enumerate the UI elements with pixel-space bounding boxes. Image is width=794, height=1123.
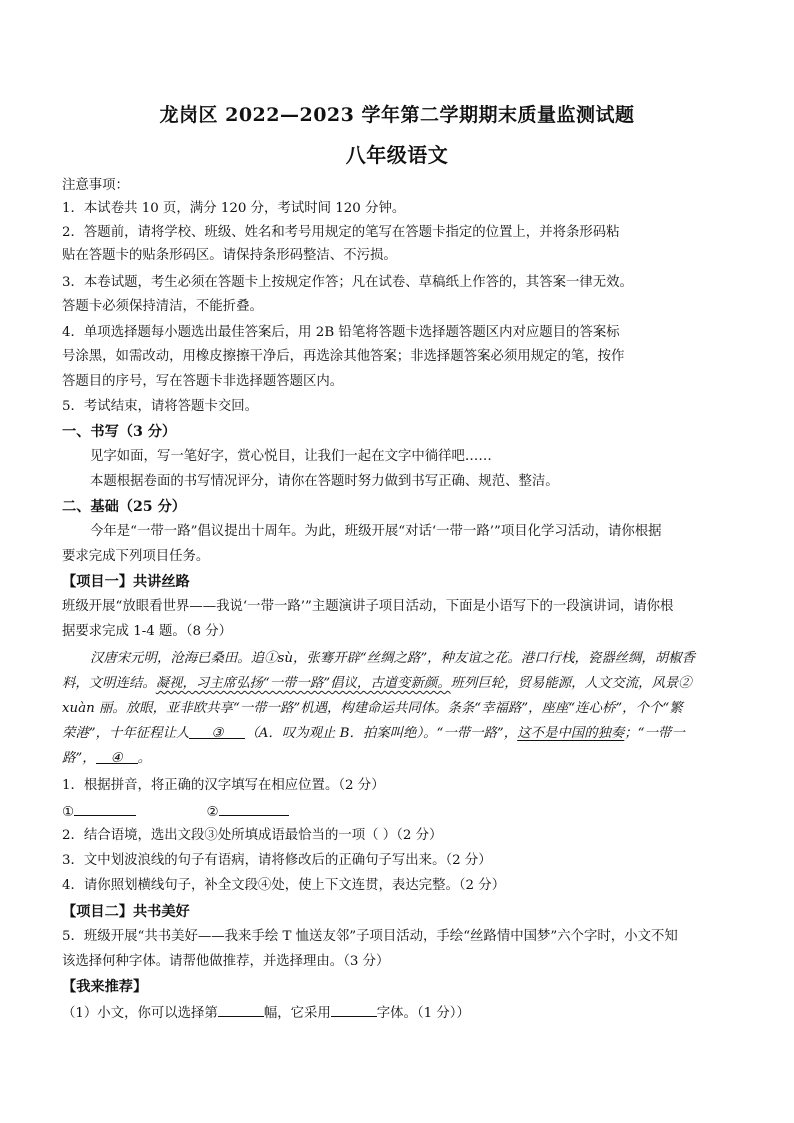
notes-heading: 注意事项：	[62, 178, 129, 193]
wavy-underlined-sentence: 凝视，习主席弘扬“一带一路”倡议，古道变新颜。	[155, 676, 451, 691]
picture-number-blank[interactable]	[218, 1002, 264, 1017]
speech-line-4-mid: （A．叹为观止 B．拍案叫绝）。“一带一路”，	[245, 726, 518, 741]
speech-line-2-end: 班列巨轮，贸易能源，人文交流，风景②	[450, 676, 692, 691]
answer-label-2: ②	[206, 805, 219, 820]
speech-line-5	[62, 749, 738, 769]
blank-3-label: ③	[211, 726, 224, 741]
project2-heading: 【项目二】共书美好	[62, 904, 190, 920]
note-4a: 4．单项选择题每小题选出最佳答案后，用 2B 铅笔将答题卡选择题答题区内对应题目的答案标	[62, 325, 620, 340]
exam-title: 龙岗区 2022—2023 学年第二学期期末质量监测试题	[159, 104, 635, 126]
note-2b: 贴在答题卡的贴条形码区。请保持条形码整洁、不污损。	[62, 248, 397, 263]
question-1: 1．根据拼音，将正确的汉字填写在相应位置。（2 分）	[62, 778, 385, 793]
subject-title: 八年级语文	[345, 143, 449, 167]
speech-line-2-start: 料，文明连结。	[62, 676, 156, 691]
project1-desc-a: 班级开展“放眼看世界——我说‘一带一路’”主题演讲子项目活动，下面是小语写下的一段演讲词，请你根	[62, 599, 674, 614]
section1-p1: 见字如面，写一笔好字，赏心悦目，让我们一起在文字中徜徉吧……	[90, 449, 492, 464]
section2-intro-b: 要求完成下列项目任务。	[62, 549, 210, 564]
project1-desc-b: 据要求完成 1-4 题。（8 分）	[62, 624, 233, 639]
note-3a: 3．本卷试题，考生必须在答题卡上按规定作答；凡在试卷、草稿纸上作答的，其答案一律无效。	[62, 275, 633, 290]
sub-question-1-end: 字体。（1 分））	[376, 1006, 470, 1021]
note-5: 5．考试结束，请将答题卡交回。	[62, 399, 258, 414]
note-4b: 号涂黑，如需改动，用橡皮擦擦干净后，再选涂其他答案；非选择题答案必须用规定的笔，按作	[62, 349, 625, 364]
question-5a: 5．班级开展“共书美好——我来手绘 T 恤送友邻”子项目活动，手绘“丝路情中国梦”六个字时，小文不知	[62, 929, 678, 944]
speech-line-4-end: ；“一带一	[624, 726, 685, 741]
question-3: 3．文中划波浪线的句子有语病，请将修改后的正确句子写出来。（2 分）	[62, 853, 492, 868]
sub-question-1-mid: 幅，它采用	[263, 1006, 331, 1021]
question-4: 4．请你照划横线句子，补全文段④处，使上下文连贯，表达完整。（2 分）	[62, 878, 506, 893]
sub-question-1	[62, 1002, 738, 1024]
question-1-answer-row	[62, 801, 738, 823]
underlined-sentence: 这不是中国的独奏	[517, 726, 625, 741]
speech-line-1: 汉唐宋元明，沧海已桑田。追①sù，张骞开辟“丝绸之路”，种友谊之花。港口行栈，瓷器丝绸，胡椒香	[90, 651, 695, 666]
section1-p2: 本题根据卷面的书写情况评分，请你在答题时努力做到书写正确、规范、整洁。	[90, 474, 559, 489]
question-2: 2．结合语境，选出文段③处所填成语最恰当的一项（ ）（2 分）	[62, 828, 443, 843]
note-3b: 答题卡必须保持清洁，不能折叠。	[62, 299, 263, 314]
speech-line-2	[62, 674, 738, 694]
recommend-heading: 【我来推荐】	[62, 979, 148, 995]
section1-heading: 一、书写（3 分）	[62, 424, 177, 440]
section2-heading: 二、基础（25 分）	[62, 499, 186, 515]
note-1: 1．本试卷共 10 页，满分 120 分，考试时间 120 分钟。	[62, 201, 406, 216]
font-style-blank[interactable]	[331, 1002, 377, 1017]
answer-blank-1[interactable]	[74, 801, 136, 816]
blank-4-label: ④	[110, 751, 123, 766]
project1-heading: 【项目一】共讲丝路	[62, 574, 190, 590]
note-2a: 2．答题前，请将学校、班级、姓名和考号用规定的笔写在答题卡指定的位置上，并将条形码粘	[62, 225, 620, 240]
answer-label-1: ①	[62, 805, 75, 820]
speech-line-5-start: 路”，	[62, 751, 96, 766]
sub-question-1-start: （1）小文，你可以选择第	[62, 1006, 218, 1021]
blank-4	[96, 749, 138, 764]
speech-line-5-end: 。	[137, 751, 152, 766]
speech-line-3: xuàn 丽。放眼，亚非欧共享“一带一路”机遇，构建命运共同体。条条“幸福路”，座座“连心桥”，个个“繁	[62, 701, 683, 716]
answer-blank-2[interactable]	[219, 801, 289, 816]
blank-3	[189, 724, 245, 739]
speech-line-4-start: 荣港”，十年征程让人	[62, 726, 190, 741]
note-4c: 答题目的序号，写在答题卡非选择题答题区内。	[62, 374, 344, 389]
section2-intro-a: 今年是“一带一路”倡议提出十周年。为此，班级开展“对话‘一带一路’”项目化学习活动，请你根据	[90, 524, 662, 539]
speech-line-4	[62, 724, 738, 744]
question-5b: 该选择何种字体。请帮他做推荐，并选择理由。（3 分）	[62, 954, 390, 969]
